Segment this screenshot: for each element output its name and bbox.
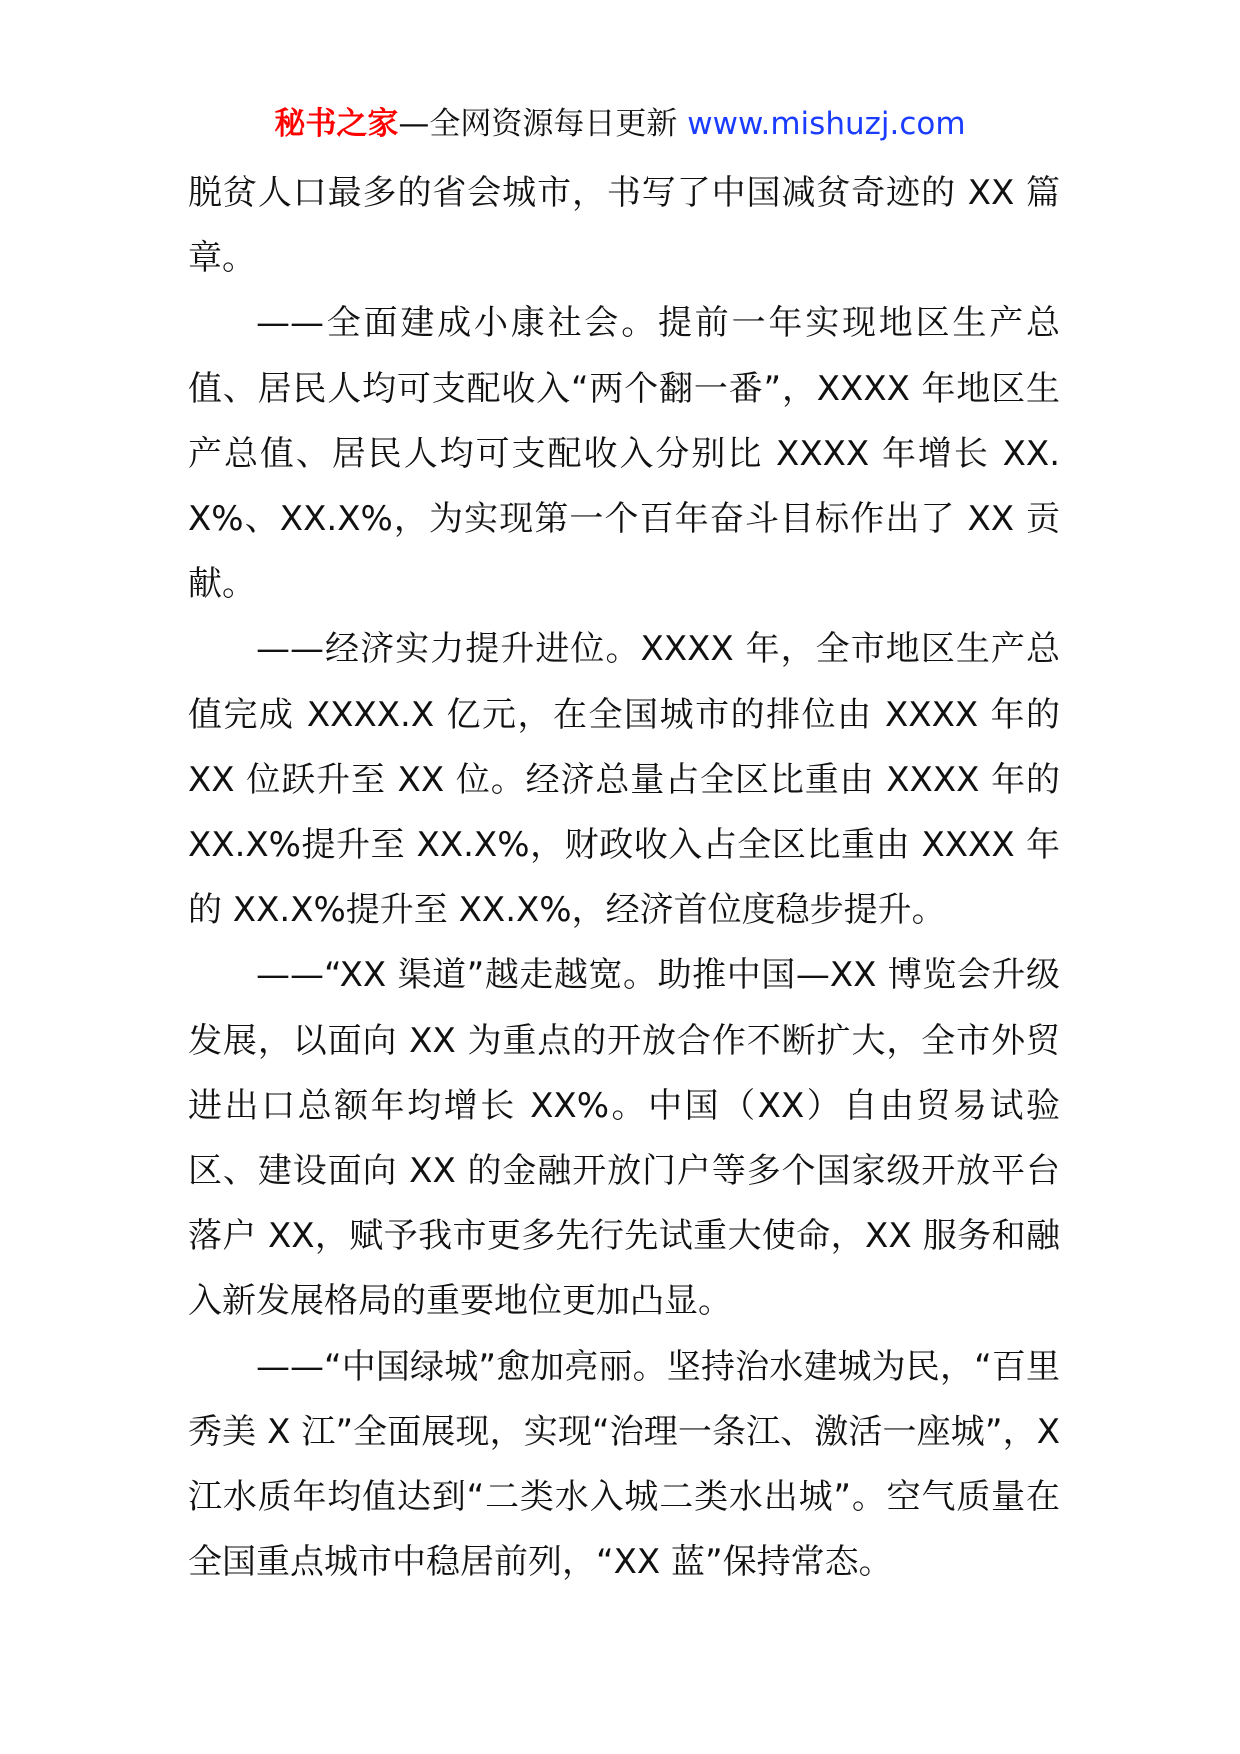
site-url-link[interactable]: www.mishuzj.com: [687, 106, 966, 142]
paragraph-green-city: ——“中国绿城”愈加亮丽。坚持治水建城为民，“百里秀美 X 江”全面展现，实现“治理一条江、激活一座城”，X 江水质年均值达到“二类水入城二类水出城”。空气质量在全国重点城市中稳居前列，“XX 蓝”保持常态。: [188, 1346, 1060, 1583]
document-body: [188, 161, 1060, 1595]
paragraph-xiaokang: ——全面建成小康社会。提前一年实现地区生产总值、居民人均可支配收入“两个翻一番”，XXXX 年地区生产总值、居民人均可支配收入分别比 XXXX 年增长 XX.X%、XX.X%，为实现第一个百年奋斗目标作出了 XX 贡献。: [188, 303, 1060, 605]
paragraph-channel: ——“XX 渠道”越走越宽。助推中国—XX 博览会升级发展，以面向 XX 为重点的开放合作不断扩大，全市外贸进出口总额年均增长 XX%。中国（XX）自由贸易试验区、建设面向 XX 的金融开放门户等多个国家级开放平台落户 XX，赋予我市更多先行先试重大使命，XX 服务和融入新发展格局的重要地位更加凸显。: [188, 955, 1060, 1322]
site-header: [0, 102, 1240, 146]
paragraph-economy: ——经济实力提升进位。XXXX 年，全市地区生产总值完成 XXXX.X 亿元，在全国城市的排位由 XXXX 年的 XX 位跃升至 XX 位。经济总量占全区比重由 XXXX 年的 XX.X%提升至 XX.X%，财政收入占全区比重由 XXXX 年的 XX.X%提升至 XX.X%，经济首位度稳步提升。: [188, 629, 1060, 931]
paragraph-continuation: 脱贫人口最多的省会城市，书写了中国减贫奇迹的 XX 篇章。: [188, 173, 1060, 279]
site-tagline: —全网资源每日更新: [398, 106, 678, 142]
site-brand: 秘书之家: [274, 106, 399, 142]
